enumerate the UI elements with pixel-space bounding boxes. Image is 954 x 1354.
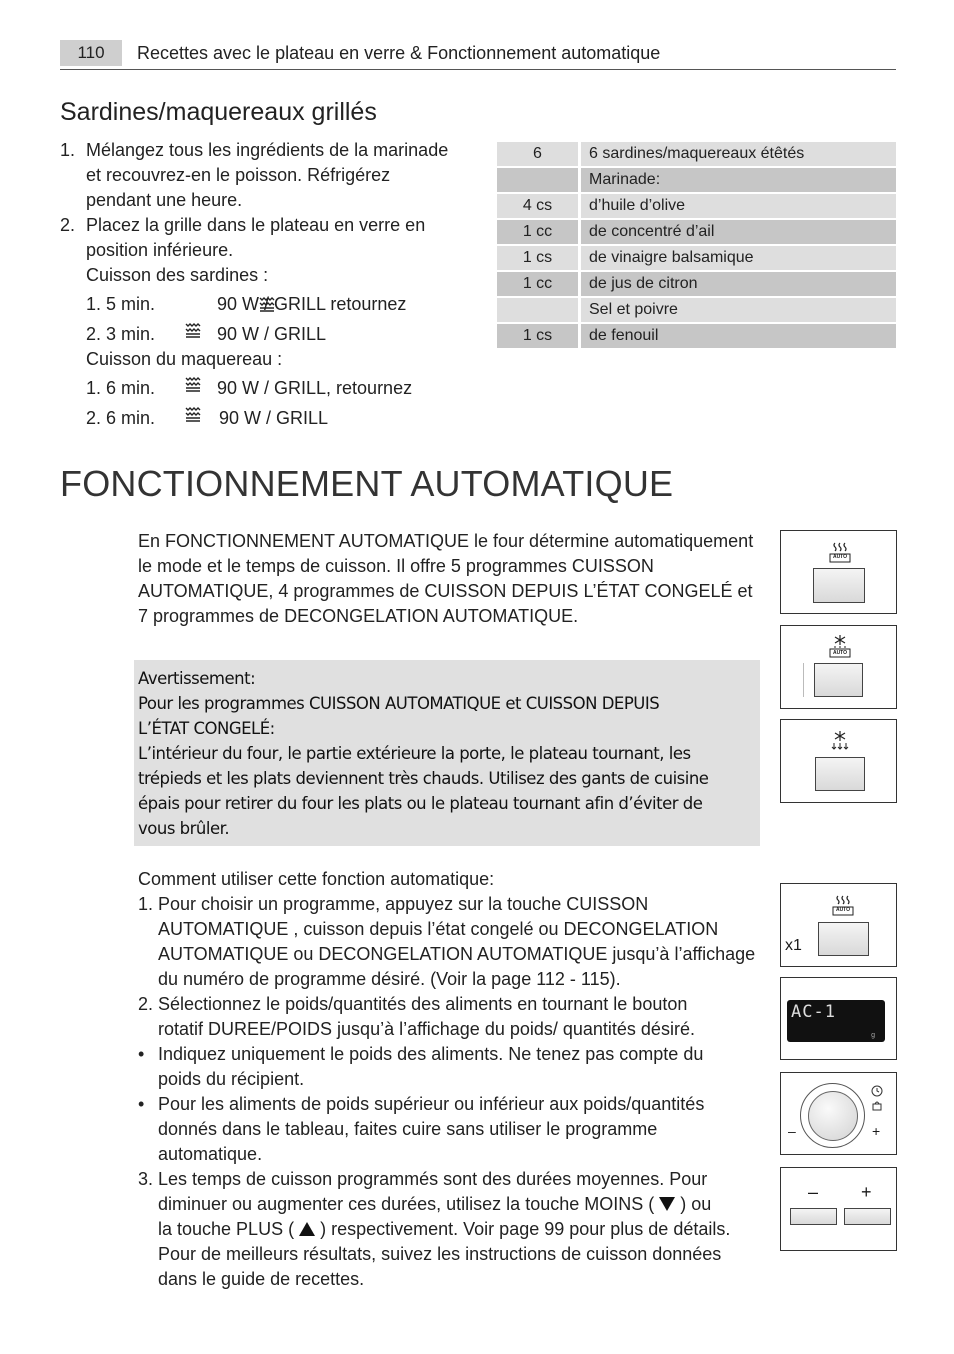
howto-item-3 (138, 1167, 730, 1292)
figure-display (780, 977, 897, 1060)
recipe-step-1 (60, 138, 448, 213)
ingredient-name: d’huile d’olive (581, 194, 896, 220)
ingredient-quantity: 1 cs (497, 324, 581, 350)
step-text: position inférieure. (86, 240, 234, 260)
display-text: AC-1 (791, 1002, 836, 1022)
intro-line: En FONCTIONNEMENT AUTOMATIQUE le four détermine automatiquement (138, 531, 754, 551)
step-number: 2. (60, 215, 76, 235)
item-line: la touche PLUS ( ) respectivement. Voir page 99 pour plus de détails. (158, 1219, 731, 1239)
plus-button[interactable] (844, 1208, 891, 1225)
item-number: 1. (138, 894, 154, 914)
warning-line: Pour les programmes CUISSON AUTOMATIQUE et CUISSON DEPUIS (138, 694, 660, 713)
item-line: dans le guide de recettes. (158, 1269, 365, 1289)
sardines-step-2: 2. 3 min. (86, 324, 156, 344)
item-line: AUTOMATIQUE ou DECONGELATION AUTOMATIQUE jusqu’à l’affichage (158, 944, 756, 964)
auto-cook-key[interactable] (818, 922, 869, 956)
item-line: poids du récipient. (158, 1069, 305, 1089)
sardines-heading: Cuisson des sardines : (86, 265, 269, 285)
ingredient-quantity: 4 cs (497, 194, 581, 220)
warning-text (138, 666, 708, 841)
warning-line: L’ÉTAT CONGELÉ: (138, 719, 275, 738)
ingredient-row (497, 220, 896, 246)
intro-paragraph (138, 529, 753, 629)
figure-defrost-button (780, 719, 897, 803)
press-count-label: x1 (785, 937, 802, 954)
auto-label: AUTO (835, 907, 851, 913)
knob-minus-label: – (788, 1123, 796, 1139)
warning-line: épais pour retirer du four les plats ou le plateau tournant afin d’éviter de (138, 794, 703, 813)
ingredient-row (497, 272, 896, 298)
warning-line: vous brûler. (138, 819, 230, 838)
item-line: diminuer ou augmenter ces durées, utilisez la touche MOINS ( ) ou (158, 1194, 712, 1214)
recipe-step-2 (60, 213, 425, 288)
auto-defrost-icon (829, 730, 851, 752)
auto-cook-key[interactable] (813, 568, 865, 603)
display-unit: g (871, 1032, 875, 1039)
warning-heading: Avertissement: (138, 669, 256, 688)
minus-label: – (808, 1182, 819, 1202)
ingredient-name: de vinaigre balsamique (581, 246, 896, 272)
item-number: 3. (138, 1169, 154, 1189)
duration-weight-knob[interactable] (808, 1091, 858, 1141)
howto-item-2 (138, 992, 695, 1042)
figure-auto-cook-press (780, 883, 897, 967)
step-text: et recouvrez-en le poisson. Réfrigérez (86, 165, 391, 185)
ingredient-row (497, 194, 896, 220)
step-text: Placez la grille dans le plateau en verre en (86, 215, 426, 235)
ingredient-quantity: 1 cs (497, 246, 581, 272)
minus-button[interactable] (790, 1208, 837, 1225)
ingredient-name: de jus de citron (581, 272, 896, 298)
step-number: 1. (60, 140, 76, 160)
grill-icon (184, 376, 202, 392)
item-line: Pour les aliments de poids supérieur ou inférieur aux poids/quantités (158, 1094, 705, 1114)
ingredient-name: 6 sardines/maquereaux étêtés (581, 142, 896, 168)
howto-bullet-2 (138, 1092, 704, 1167)
weight-icon (871, 1100, 883, 1111)
ingredient-quantity (497, 168, 581, 194)
section-title: FONCTIONNEMENT AUTOMATIQUE (60, 463, 674, 504)
knob-plus-label: + (872, 1123, 881, 1139)
recipe-title: Sardines/maquereaux grillés (60, 98, 377, 126)
lcd-display (787, 1000, 885, 1042)
frozen-cook-key[interactable] (814, 663, 863, 697)
figure-rotary-knob (780, 1072, 897, 1155)
item-line: Sélectionnez le poids/quantités des aliments en tournant le bouton (158, 994, 688, 1014)
ingredient-row (497, 168, 896, 194)
ingredient-quantity: 1 cc (497, 220, 581, 246)
auto-label: AUTO (832, 554, 848, 560)
grill-icon (184, 406, 202, 422)
item-line: rotatif DUREE/POIDS jusqu’à l’affichage du poids/ quantités désiré. (158, 1019, 695, 1039)
item-line: automatique. (158, 1144, 263, 1164)
mackerel-step-1: 1. 6 min. (86, 378, 156, 398)
ingredient-quantity: 6 (497, 142, 581, 168)
bullet: • (138, 1044, 145, 1064)
mackerel-setting-2: 90 W / GRILL (219, 408, 329, 428)
page-number: 110 (60, 40, 122, 66)
ingredient-name: de fenouil (581, 324, 896, 350)
item-line: Indiquez uniquement le poids des aliments. Ne tenez pas compte du (158, 1044, 704, 1064)
howto-heading: Comment utiliser cette fonction automatique: (138, 869, 495, 889)
ingredient-quantity: 1 cc (497, 272, 581, 298)
item-number: 2. (138, 994, 154, 1014)
ingredient-name: de concentré d’ail (581, 220, 896, 246)
running-head: Recettes avec le plateau en verre & Fonctionnement automatique (137, 43, 661, 63)
divider (803, 663, 804, 697)
item-line: donnés dans le tableau, faites cuire sans utiliser le programme (158, 1119, 658, 1139)
ingredient-row (497, 298, 896, 324)
ingredient-name: Sel et poivre (581, 298, 896, 324)
ingredient-row (497, 324, 896, 350)
item-line: Pour choisir un programme, appuyez sur la touche CUISSON (158, 894, 649, 914)
intro-line: 7 programmes de DECONGELATION AUTOMATIQUE. (138, 606, 579, 626)
header-rule (60, 69, 896, 70)
ingredient-row (497, 246, 896, 272)
step-text: pendant une heure. (86, 190, 243, 210)
bullet: • (138, 1094, 145, 1114)
howto-bullet-1 (138, 1042, 703, 1092)
ingredient-quantity (497, 298, 581, 324)
triangle-up-icon (299, 1222, 315, 1236)
figure-minus-plus-buttons (780, 1167, 897, 1251)
figure-frozen-cook-button (780, 625, 897, 709)
figure-auto-cook-button (780, 530, 897, 614)
step-text: Mélangez tous les ingrédients de la marinade (86, 140, 449, 160)
item-line: AUTOMATIQUE , cuisson depuis l’état congelé ou DECONGELATION (158, 919, 719, 939)
ingredient-row (497, 142, 896, 168)
triangle-down-icon (659, 1197, 675, 1211)
howto-item-1 (138, 892, 755, 992)
item-line: Pour de meilleurs résultats, suivez les instructions de cuisson données (158, 1244, 722, 1264)
plus-label: + (861, 1182, 872, 1202)
intro-line: AUTOMATIQUE, 4 programmes de CUISSON DEPUIS L’ÉTAT CONGELÉ et (138, 581, 753, 601)
ingredient-name: Marinade: (581, 168, 896, 194)
intro-line: le mode et le temps de cuisson. Il offre 5 programmes CUISSON (138, 556, 654, 576)
defrost-key[interactable] (815, 757, 865, 791)
ingredient-table (497, 142, 896, 350)
warning-line: trépieds et les plats deviennent très chauds. Utilisez des gants de cuisine (138, 769, 709, 788)
item-line: du numéro de programme désiré. (Voir la page 112 - 115). (158, 969, 621, 989)
sardines-setting-2: 90 W / GRILL (217, 324, 327, 344)
mackerel-step-2: 2. 6 min. (86, 408, 156, 428)
cook-time: 1. 5 min. (86, 294, 156, 314)
auto-label: AUTO (832, 650, 848, 656)
grill-icon (184, 322, 202, 338)
mackerel-setting-1: 90 W / GRILL, retournez (217, 378, 413, 398)
warning-line: L’intérieur du four, le partie extérieure la porte, le plateau tournant, les (138, 744, 691, 763)
mackerel-heading: Cuisson du maquereau : (86, 349, 283, 369)
sardines-setting-1: 90 W / GRILL retournez (217, 294, 407, 314)
clock-icon (871, 1085, 883, 1097)
item-line: Les temps de cuisson programmés sont des durées moyennes. Pour (158, 1169, 708, 1189)
